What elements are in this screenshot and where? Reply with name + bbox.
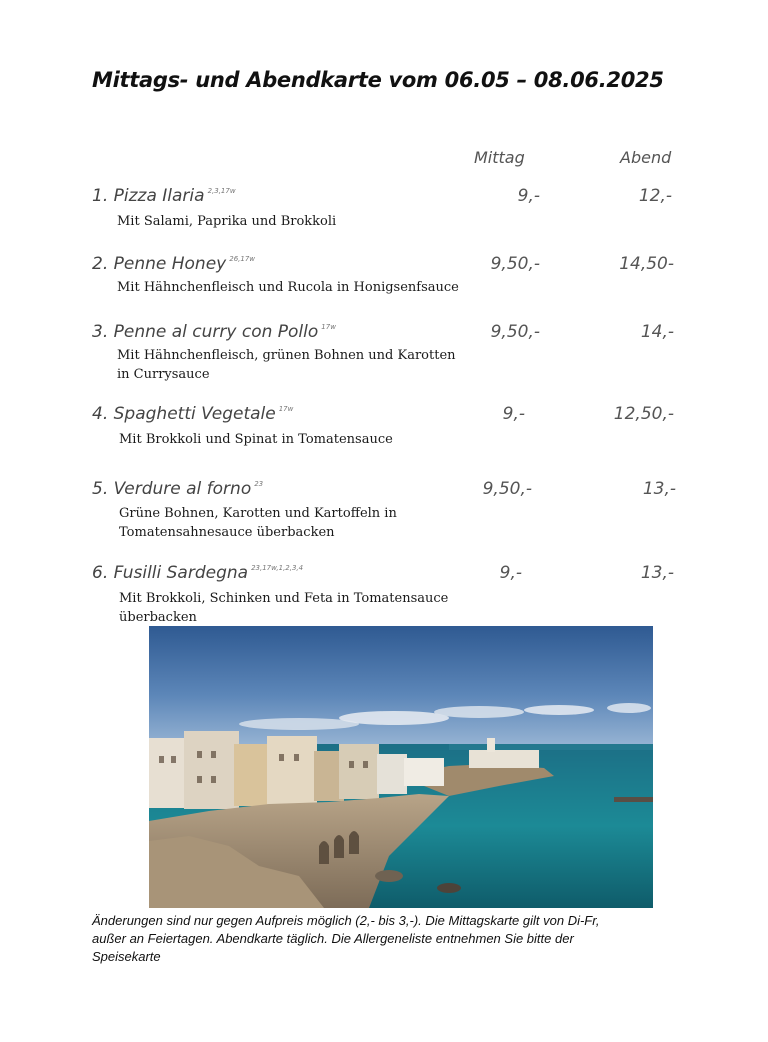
- lunch-price: 9,50,-: [490, 322, 540, 342]
- dinner-price: 14,-: [640, 322, 674, 342]
- menu-item-name: 3. Penne al curry con Pollo $^{17w}$: [92, 322, 336, 342]
- lunch-price: 9,-: [502, 404, 525, 424]
- menu-item-name: 2. Penne Honey $^{26,17w}$: [92, 254, 255, 274]
- lunch-price: 9,50,-: [482, 479, 532, 499]
- column-header-lunch: Mittag: [474, 148, 525, 167]
- menu-item-name: 1. Pizza Ilaria $^{2,3,17w}$: [92, 186, 236, 206]
- menu-item-description: Mit Hähnchenfleisch und Rucola in Honigsenfsauce: [117, 280, 459, 295]
- menu-item-name: 4. Spaghetti Vegetale $^{17w}$: [92, 404, 294, 424]
- dinner-price: 12,50,-: [613, 404, 674, 424]
- dinner-price: 13,-: [642, 479, 676, 499]
- dinner-price: 14,50-: [619, 254, 674, 274]
- menu-item-description: Mit Brokkoli, Schinken und Feta in Tomatensauce überbacken: [119, 591, 449, 625]
- lunch-price: 9,50,-: [490, 254, 540, 274]
- dinner-price: 13,-: [640, 563, 674, 583]
- menu-item-description: Grüne Bohnen, Karotten und Kartoffeln in Tomatensahnesauce überbacken: [119, 506, 397, 540]
- allergen-codes: 17w: [321, 323, 336, 331]
- allergen-codes: 17w: [278, 405, 294, 413]
- lunch-price: 9,-: [517, 186, 540, 206]
- menu-item-description: Mit Salami, Paprika und Brokkoli: [117, 214, 337, 229]
- allergen-codes: 26,17w: [229, 255, 255, 263]
- menu-title: Mittags- und Abendkarte vom 06.05 – 08.06.2025: [92, 68, 664, 92]
- coastal-town-photo: [149, 626, 653, 908]
- allergen-codes: 2,3,17w: [207, 187, 236, 195]
- lunch-price: 9,-: [499, 563, 522, 583]
- allergen-codes: 23: [254, 480, 264, 488]
- dinner-price: 12,-: [638, 186, 672, 206]
- menu-footer-note: Änderungen sind nur gegen Aufpreis möglich (2,- bis 3,-). Die Mittagskarte gilt von Di-Fr, außer an Feiertagen. Abendkarte täglich. Die Allergeneliste entnehmen Sie bitte der Speisekarte: [92, 913, 600, 964]
- allergen-codes: 23,17w,1,2,3,4: [251, 564, 304, 572]
- column-header-dinner: Abend: [620, 148, 672, 167]
- menu-item-description: Mit Hähnchenfleisch, grünen Bohnen und Karotten in Currysauce: [117, 348, 456, 382]
- menu-item-name: 5. Verdure al forno $^{23}$: [92, 479, 264, 499]
- menu-item-description: Mit Brokkoli und Spinat in Tomatensauce: [119, 432, 393, 447]
- menu-item-name: 6. Fusilli Sardegna $^{23,17w,1,2,3,4}$: [92, 563, 304, 583]
